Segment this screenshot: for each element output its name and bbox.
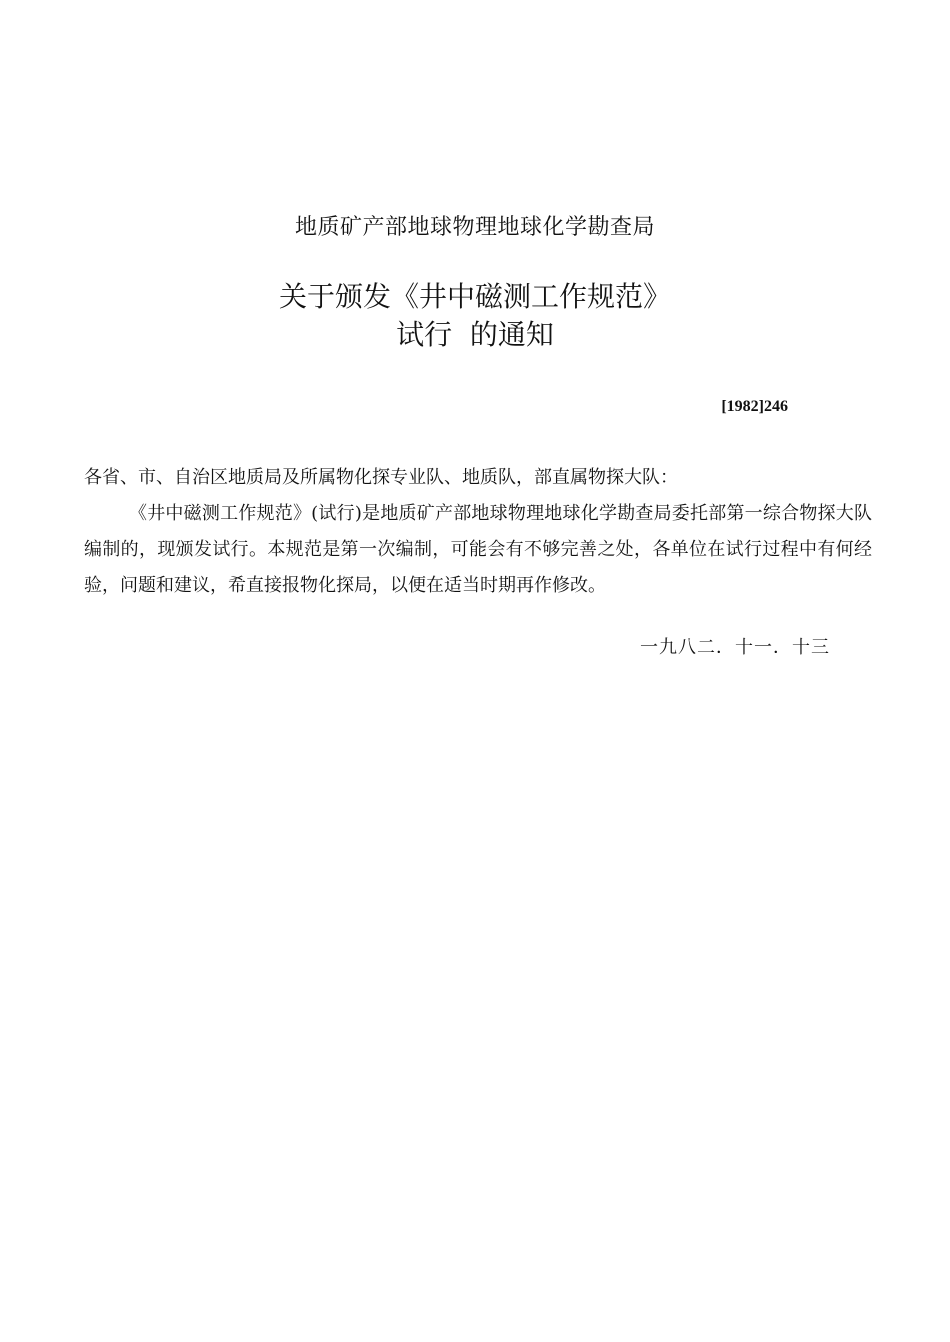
notice-title-line-2: 试行 的通知 xyxy=(396,318,554,351)
notice-body xyxy=(84,460,872,604)
body-paragraph: 《井中磁测工作规范》(试行)是地质矿产部地球物理地球化学勘查局委托部第一综合物探大队编制的，现颁发试行。本规范是第一次编制，可能会有不够完善之处，各单位在试行过程中有何经验，问题和建议，希直接报物化探局，以便在适当时期再作修改。 xyxy=(84,503,872,596)
document-number-prefix xyxy=(667,398,683,415)
salutation: 各省、市、自治区地质局及所属物化探专业队、地质队，部直属物探大队： xyxy=(84,467,678,488)
document-number xyxy=(0,398,788,416)
notice-title xyxy=(0,278,950,354)
document-number-value: [1982]246 xyxy=(721,398,788,415)
issuer-name: 地质矿产部地球物理地球化学勘查局 xyxy=(294,215,655,240)
notice-title-line-1: 关于颁发《井中磁测工作规范》 xyxy=(278,280,671,313)
issue-date: 一九八二．十一．十三 xyxy=(640,637,830,658)
